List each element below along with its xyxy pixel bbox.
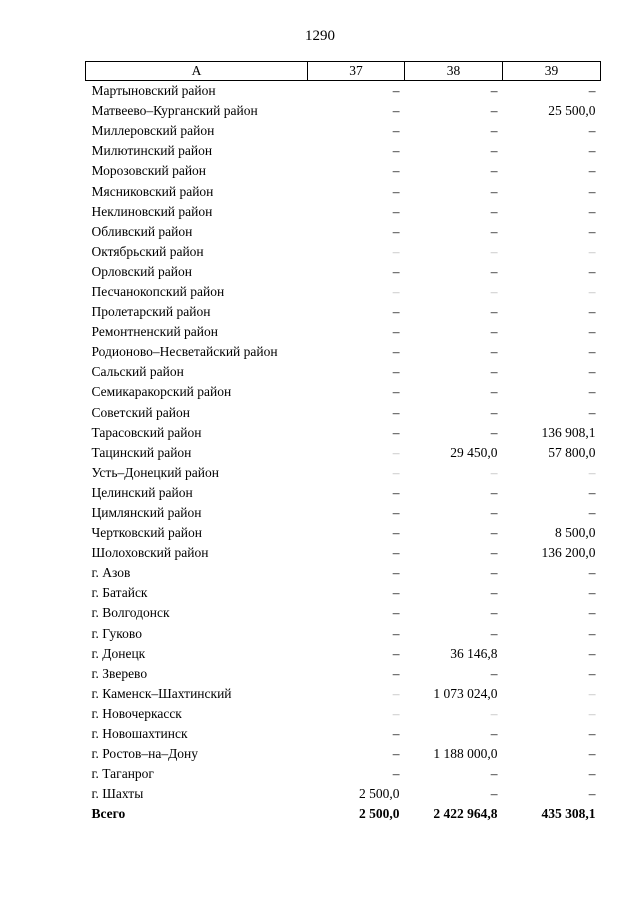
row-value-38: – xyxy=(490,726,498,742)
table-row xyxy=(86,121,601,141)
table-row xyxy=(86,362,601,382)
total-value-37: 2 500,0 xyxy=(359,806,400,822)
row-value-38: – xyxy=(490,103,498,119)
row-value-39: 25 500,0 xyxy=(548,103,596,119)
row-value-39: – xyxy=(588,143,596,159)
table-row xyxy=(86,302,601,322)
table-row xyxy=(86,181,601,201)
row-value-39: 8 500,0 xyxy=(555,525,596,541)
row-name: Советский район xyxy=(91,404,190,420)
table-row xyxy=(86,382,601,402)
row-value-39: – xyxy=(588,505,596,521)
column-header-38: 38 xyxy=(405,62,503,81)
row-name: г. Гуково xyxy=(91,625,142,641)
row-value-38: – xyxy=(490,243,498,259)
row-value-38: 1 073 024,0 xyxy=(433,685,498,701)
row-value-38: – xyxy=(490,324,498,340)
table-row xyxy=(86,563,601,583)
row-value-37: – xyxy=(392,404,400,420)
table-row xyxy=(86,764,601,784)
row-value-38: – xyxy=(490,223,498,239)
row-value-39: – xyxy=(588,163,596,179)
budget-table xyxy=(85,61,601,824)
table-row xyxy=(86,222,601,242)
row-value-38: – xyxy=(490,545,498,561)
row-value-37: – xyxy=(392,505,400,521)
row-value-37: – xyxy=(392,464,400,480)
row-value-39: – xyxy=(588,384,596,400)
table-row xyxy=(86,684,601,704)
row-value-37: – xyxy=(392,304,400,320)
row-value-39: – xyxy=(588,183,596,199)
column-header-37: 37 xyxy=(308,62,405,81)
row-value-37: – xyxy=(392,585,400,601)
row-name: г. Ростов–на–Дону xyxy=(91,746,199,762)
table-row xyxy=(86,101,601,121)
row-value-39: – xyxy=(588,705,596,721)
row-value-38: – xyxy=(490,625,498,641)
row-value-38: – xyxy=(490,123,498,139)
row-name: Чертковский район xyxy=(91,525,202,541)
table-row xyxy=(86,744,601,764)
row-value-38: – xyxy=(490,83,498,99)
table-row xyxy=(86,322,601,342)
row-value-38: – xyxy=(490,786,498,802)
row-value-37: – xyxy=(392,223,400,239)
row-value-38: – xyxy=(490,705,498,721)
table-row xyxy=(86,503,601,523)
row-name: Миллеровский район xyxy=(91,123,215,139)
row-value-37: – xyxy=(392,324,400,340)
row-value-38: – xyxy=(490,304,498,320)
row-value-37: – xyxy=(392,83,400,99)
table-row xyxy=(86,664,601,684)
row-value-39: – xyxy=(588,685,596,701)
row-name: г. Волгодонск xyxy=(91,605,170,621)
row-name: Матвеево–Курганский район xyxy=(91,103,258,119)
row-value-39: – xyxy=(588,665,596,681)
row-value-37: – xyxy=(392,565,400,581)
row-value-38: – xyxy=(490,605,498,621)
row-value-37: – xyxy=(392,123,400,139)
row-value-37: – xyxy=(392,143,400,159)
row-value-39: – xyxy=(588,304,596,320)
row-value-39: – xyxy=(588,766,596,782)
row-value-38: – xyxy=(490,344,498,360)
row-value-37: – xyxy=(392,545,400,561)
table-row xyxy=(86,784,601,804)
row-value-38: – xyxy=(490,565,498,581)
row-value-37: – xyxy=(392,726,400,742)
row-value-39: – xyxy=(588,726,596,742)
row-value-38: – xyxy=(490,183,498,199)
row-value-38: 36 146,8 xyxy=(450,645,498,661)
table-row xyxy=(86,141,601,161)
row-name: Мартыновский район xyxy=(91,83,216,99)
column-header-39: 39 xyxy=(503,62,601,81)
row-value-39: 136 908,1 xyxy=(541,424,596,440)
row-value-38: – xyxy=(490,364,498,380)
row-value-38: – xyxy=(490,766,498,782)
row-value-39: 136 200,0 xyxy=(541,545,596,561)
row-value-38: – xyxy=(490,464,498,480)
table-row xyxy=(86,603,601,623)
row-value-39: – xyxy=(588,625,596,641)
row-value-38: – xyxy=(490,585,498,601)
row-value-39: – xyxy=(588,746,596,762)
row-value-39: – xyxy=(588,605,596,621)
row-name: г. Азов xyxy=(91,565,131,581)
row-value-38: – xyxy=(490,384,498,400)
total-label: Всего xyxy=(91,806,126,822)
row-name: г. Зверево xyxy=(91,665,148,681)
table-row xyxy=(86,443,601,463)
row-value-37: – xyxy=(392,384,400,400)
row-value-37: – xyxy=(392,163,400,179)
row-name: Октябрьский район xyxy=(91,243,204,259)
row-name: Неклиновский район xyxy=(91,203,213,219)
table-row xyxy=(86,463,601,483)
row-value-37: – xyxy=(392,685,400,701)
table-row xyxy=(86,423,601,443)
table-row xyxy=(86,523,601,543)
row-name: Песчанокопский район xyxy=(91,283,225,299)
table-row xyxy=(86,342,601,362)
row-value-38: – xyxy=(490,525,498,541)
row-value-39: 57 800,0 xyxy=(548,444,596,460)
row-value-37: – xyxy=(392,766,400,782)
row-value-39: – xyxy=(588,283,596,299)
row-name: Тацинский район xyxy=(91,444,192,460)
row-name: Ремонтненский район xyxy=(91,324,218,340)
row-value-37: – xyxy=(392,625,400,641)
table-row xyxy=(86,483,601,503)
row-value-37: – xyxy=(392,183,400,199)
row-value-37: – xyxy=(392,283,400,299)
row-value-38: – xyxy=(490,665,498,681)
row-value-37: – xyxy=(392,645,400,661)
row-value-37: 2 500,0 xyxy=(359,786,400,802)
row-name: г. Таганрог xyxy=(91,766,154,782)
row-value-37: – xyxy=(392,525,400,541)
row-name: Милютинский район xyxy=(91,143,213,159)
row-name: г. Батайск xyxy=(91,585,148,601)
table-row xyxy=(86,724,601,744)
total-row xyxy=(86,804,601,824)
row-value-38: – xyxy=(490,143,498,159)
row-name: г. Донецк xyxy=(91,645,146,661)
row-name: г. Каменск–Шахтинский xyxy=(91,685,232,701)
row-value-39: – xyxy=(588,123,596,139)
row-value-38: – xyxy=(490,163,498,179)
row-value-37: – xyxy=(392,665,400,681)
row-value-38: – xyxy=(490,505,498,521)
row-name: Пролетарский район xyxy=(91,304,211,320)
table-row xyxy=(86,161,601,181)
row-name: г. Новошахтинск xyxy=(91,726,188,742)
row-name: г. Шахты xyxy=(91,786,144,802)
row-value-37: – xyxy=(392,344,400,360)
column-header-a: A xyxy=(86,62,308,81)
row-value-39: – xyxy=(588,645,596,661)
row-name: Сальский район xyxy=(91,364,184,380)
row-name: Цимлянский район xyxy=(91,505,202,521)
row-name: Усть–Донецкий район xyxy=(91,464,219,480)
row-value-38: – xyxy=(490,263,498,279)
table-row xyxy=(86,81,601,102)
row-value-39: – xyxy=(588,786,596,802)
row-name: Мясниковский район xyxy=(91,183,214,199)
row-value-39: – xyxy=(588,585,596,601)
table-row xyxy=(86,624,601,644)
row-value-37: – xyxy=(392,364,400,380)
row-value-39: – xyxy=(588,223,596,239)
row-name: Целинский район xyxy=(91,484,193,500)
row-value-39: – xyxy=(588,404,596,420)
table-row xyxy=(86,282,601,302)
row-value-38: – xyxy=(490,424,498,440)
table-row xyxy=(86,543,601,563)
row-value-37: – xyxy=(392,203,400,219)
row-name: Родионово–Несветайский район xyxy=(91,344,278,360)
row-value-37: – xyxy=(392,263,400,279)
row-value-38: – xyxy=(490,203,498,219)
row-name: Орловский район xyxy=(91,263,192,279)
row-value-39: – xyxy=(588,344,596,360)
total-value-38: 2 422 964,8 xyxy=(433,806,498,822)
row-name: г. Новочеркасск xyxy=(91,705,182,721)
row-value-38: 29 450,0 xyxy=(450,444,498,460)
table-row xyxy=(86,202,601,222)
row-value-37: – xyxy=(392,705,400,721)
table-row xyxy=(86,403,601,423)
row-value-38: 1 188 000,0 xyxy=(433,746,498,762)
row-value-39: – xyxy=(588,263,596,279)
row-value-39: – xyxy=(588,565,596,581)
row-name: Обливский район xyxy=(91,223,193,239)
row-value-37: – xyxy=(392,605,400,621)
page-number: 1290 xyxy=(305,28,335,44)
row-name: Морозовский район xyxy=(91,163,207,179)
row-name: Семикаракорский район xyxy=(91,384,232,400)
row-name: Шолоховский район xyxy=(91,545,209,561)
table-header-row xyxy=(86,62,601,81)
row-value-39: – xyxy=(588,364,596,380)
table-row xyxy=(86,704,601,724)
row-value-39: – xyxy=(588,203,596,219)
row-value-38: – xyxy=(490,283,498,299)
row-value-39: – xyxy=(588,324,596,340)
row-value-37: – xyxy=(392,746,400,762)
row-value-39: – xyxy=(588,83,596,99)
row-value-37: – xyxy=(392,484,400,500)
table-row xyxy=(86,644,601,664)
row-value-37: – xyxy=(392,424,400,440)
row-value-37: – xyxy=(392,103,400,119)
table-row xyxy=(86,262,601,282)
row-value-37: – xyxy=(392,444,400,460)
row-value-37: – xyxy=(392,243,400,259)
table-row xyxy=(86,242,601,262)
row-name: Тарасовский район xyxy=(91,424,202,440)
row-value-39: – xyxy=(588,464,596,480)
table-row xyxy=(86,583,601,603)
row-value-38: – xyxy=(490,484,498,500)
row-value-39: – xyxy=(588,243,596,259)
row-value-39: – xyxy=(588,484,596,500)
row-value-38: – xyxy=(490,404,498,420)
total-value-39: 435 308,1 xyxy=(541,806,596,822)
